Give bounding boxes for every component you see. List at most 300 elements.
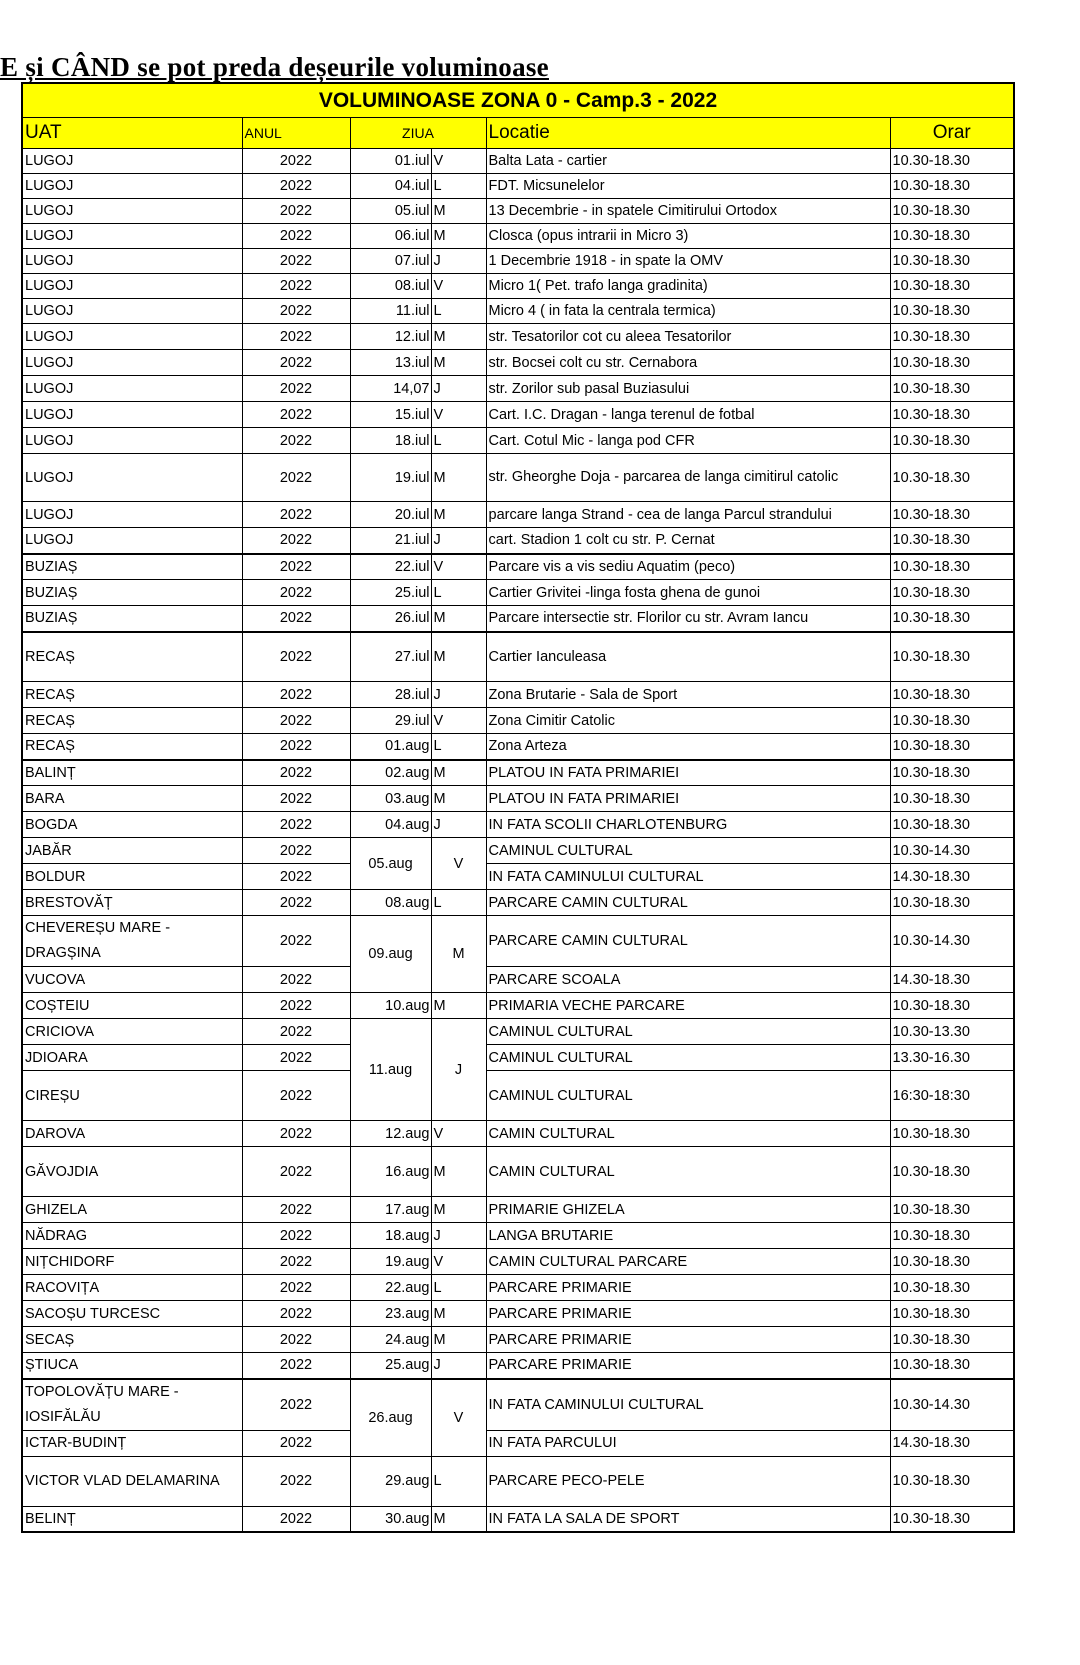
hours-cell: 10.30-18.30	[890, 1456, 1014, 1506]
weekday-cell: V	[431, 1121, 486, 1147]
table-row	[22, 1019, 1014, 1045]
weekday-cell: L	[431, 1275, 486, 1301]
hours-cell: 10.30-18.30	[890, 402, 1014, 428]
location-cell: PRIMARIA VECHE PARCARE	[486, 993, 890, 1019]
year-cell: 2022	[242, 890, 350, 916]
year-cell: 2022	[242, 1430, 350, 1456]
weekday-cell: V	[431, 149, 486, 174]
year-cell: 2022	[242, 1506, 350, 1532]
year-cell: 2022	[242, 1147, 350, 1197]
hours-cell: 14.30-18.30	[890, 864, 1014, 890]
date-cell: 11.iul	[350, 299, 431, 324]
location-cell: Micro 1( Pet. trafo langa gradinita)	[486, 274, 890, 299]
date-cell: 14,07	[350, 376, 431, 402]
date-cell: 18.aug	[350, 1223, 431, 1249]
year-cell: 2022	[242, 502, 350, 528]
uat-cell: BRESTOVĂȚ	[22, 890, 242, 916]
table-row	[22, 993, 1014, 1019]
date-cell: 01.aug	[350, 734, 431, 760]
table-row	[22, 149, 1014, 174]
year-cell: 2022	[242, 1197, 350, 1223]
weekday-cell: J	[431, 376, 486, 402]
uat-cell: RECAȘ	[22, 734, 242, 760]
date-cell: 06.iul	[350, 224, 431, 249]
hours-cell: 10.30-14.30	[890, 1379, 1014, 1431]
hours-cell: 10.30-18.30	[890, 1223, 1014, 1249]
hours-cell: 10.30-18.30	[890, 528, 1014, 554]
year-cell: 2022	[242, 838, 350, 864]
uat-cell: RACOVIȚA	[22, 1275, 242, 1301]
year-cell: 2022	[242, 967, 350, 993]
hours-cell: 10.30-18.30	[890, 606, 1014, 632]
table-row	[22, 1301, 1014, 1327]
location-cell: Micro 4 ( in fata la centrala termica)	[486, 299, 890, 324]
hours-cell: 10.30-18.30	[890, 1121, 1014, 1147]
date-cell: 23.aug	[350, 1301, 431, 1327]
weekday-cell: V	[431, 708, 486, 734]
hours-cell: 10.30-18.30	[890, 760, 1014, 786]
location-cell: IN FATA SCOLII CHARLOTENBURG	[486, 812, 890, 838]
location-cell: IN FATA CAMINULUI CULTURAL	[486, 864, 890, 890]
weekday-cell: M	[431, 786, 486, 812]
uat-cell: NIȚCHIDORF	[22, 1249, 242, 1275]
location-cell: Cartier Grivitei -linga fosta ghena de gunoi	[486, 580, 890, 606]
header-row	[22, 118, 1014, 149]
year-cell: 2022	[242, 528, 350, 554]
year-cell: 2022	[242, 274, 350, 299]
weekday-cell: J	[431, 1019, 486, 1121]
table-row	[22, 528, 1014, 554]
hours-cell: 10.30-18.30	[890, 249, 1014, 274]
hours-cell: 10.30-18.30	[890, 324, 1014, 350]
year-cell: 2022	[242, 376, 350, 402]
location-cell: Zona Arteza	[486, 734, 890, 760]
date-cell: 01.iul	[350, 149, 431, 174]
date-cell: 12.aug	[350, 1121, 431, 1147]
year-cell: 2022	[242, 812, 350, 838]
hours-cell: 10.30-18.30	[890, 734, 1014, 760]
location-cell: PARCARE PRIMARIE	[486, 1301, 890, 1327]
table-row	[22, 606, 1014, 632]
year-cell: 2022	[242, 786, 350, 812]
hours-cell: 10.30-18.30	[890, 199, 1014, 224]
uat-cell: LUGOJ	[22, 224, 242, 249]
table-row	[22, 1506, 1014, 1532]
weekday-cell: V	[431, 1379, 486, 1457]
weekday-cell: J	[431, 249, 486, 274]
uat-cell: RECAȘ	[22, 682, 242, 708]
table-row	[22, 454, 1014, 502]
date-cell: 20.iul	[350, 502, 431, 528]
weekday-cell: V	[431, 402, 486, 428]
date-cell: 18.iul	[350, 428, 431, 454]
year-cell: 2022	[242, 554, 350, 580]
date-cell: 12.iul	[350, 324, 431, 350]
uat-cell: CIREȘU	[22, 1071, 242, 1121]
weekday-cell: J	[431, 682, 486, 708]
weekday-cell: M	[431, 632, 486, 682]
date-cell: 05.aug	[350, 838, 431, 890]
year-cell: 2022	[242, 199, 350, 224]
uat-cell: COȘTEIU	[22, 993, 242, 1019]
date-cell: 13.iul	[350, 350, 431, 376]
year-cell: 2022	[242, 1071, 350, 1121]
location-cell: LANGA BRUTARIE	[486, 1223, 890, 1249]
weekday-cell: J	[431, 1223, 486, 1249]
date-cell: 22.aug	[350, 1275, 431, 1301]
weekday-cell: M	[431, 1197, 486, 1223]
weekday-cell: M	[431, 324, 486, 350]
year-cell: 2022	[242, 454, 350, 502]
uat-cell: SACOȘU TURCESC	[22, 1301, 242, 1327]
table-row	[22, 1147, 1014, 1197]
date-cell: 19.iul	[350, 454, 431, 502]
weekday-cell: V	[431, 554, 486, 580]
hours-cell: 10.30-18.30	[890, 1327, 1014, 1353]
hours-cell: 10.30-18.30	[890, 174, 1014, 199]
table-row	[22, 682, 1014, 708]
date-cell: 10.aug	[350, 993, 431, 1019]
hours-cell: 10.30-14.30	[890, 916, 1014, 967]
year-cell: 2022	[242, 1121, 350, 1147]
uat-cell: JABĂR	[22, 838, 242, 864]
year-cell: 2022	[242, 428, 350, 454]
uat-cell: LUGOJ	[22, 528, 242, 554]
year-cell: 2022	[242, 350, 350, 376]
table-row	[22, 1275, 1014, 1301]
year-cell: 2022	[242, 1379, 350, 1431]
hours-cell: 16:30-18:30	[890, 1071, 1014, 1121]
uat-cell: RECAȘ	[22, 708, 242, 734]
hours-cell: 10.30-18.30	[890, 708, 1014, 734]
weekday-cell: M	[431, 606, 486, 632]
weekday-cell: L	[431, 1456, 486, 1506]
date-cell: 21.iul	[350, 528, 431, 554]
year-cell: 2022	[242, 1301, 350, 1327]
location-cell: CAMINUL CULTURAL	[486, 1071, 890, 1121]
location-cell: Parcare intersectie str. Florilor cu str. Avram Iancu	[486, 606, 890, 632]
uat-cell: LUGOJ	[22, 402, 242, 428]
hours-cell: 10.30-18.30	[890, 454, 1014, 502]
weekday-cell: L	[431, 428, 486, 454]
table-row	[22, 324, 1014, 350]
year-cell: 2022	[242, 708, 350, 734]
year-cell: 2022	[242, 632, 350, 682]
date-cell: 27.iul	[350, 632, 431, 682]
uat-cell: LUGOJ	[22, 376, 242, 402]
table-row	[22, 224, 1014, 249]
hours-cell: 10.30-18.30	[890, 632, 1014, 682]
header-anul: ANUL	[242, 118, 350, 149]
table-row	[22, 376, 1014, 402]
weekday-cell: J	[431, 1353, 486, 1379]
date-cell: 25.aug	[350, 1353, 431, 1379]
weekday-cell: M	[431, 760, 486, 786]
location-cell: CAMINUL CULTURAL	[486, 838, 890, 864]
hours-cell: 10.30-18.30	[890, 1353, 1014, 1379]
uat-cell: CHEVEREȘU MARE - DRAGȘINA	[22, 916, 242, 967]
table-row	[22, 580, 1014, 606]
location-cell: cart. Stadion 1 colt cu str. P. Cernat	[486, 528, 890, 554]
table-row	[22, 174, 1014, 199]
location-cell: Closca (opus intrarii in Micro 3)	[486, 224, 890, 249]
weekday-cell: J	[431, 528, 486, 554]
date-cell: 29.aug	[350, 1456, 431, 1506]
hours-cell: 10.30-13.30	[890, 1019, 1014, 1045]
hours-cell: 10.30-18.30	[890, 786, 1014, 812]
location-cell: PARCARE PECO-PELE	[486, 1456, 890, 1506]
hours-cell: 10.30-18.30	[890, 812, 1014, 838]
hours-cell: 10.30-18.30	[890, 554, 1014, 580]
date-cell: 19.aug	[350, 1249, 431, 1275]
uat-cell: LUGOJ	[22, 350, 242, 376]
location-cell: str. Gheorghe Doja - parcarea de langa cimitirul catolic	[486, 454, 890, 502]
table-row	[22, 1121, 1014, 1147]
date-cell: 28.iul	[350, 682, 431, 708]
table-row	[22, 1197, 1014, 1223]
uat-cell: DAROVA	[22, 1121, 242, 1147]
table-row	[22, 274, 1014, 299]
location-cell: PARCARE PRIMARIE	[486, 1353, 890, 1379]
weekday-cell: L	[431, 174, 486, 199]
hours-cell: 10.30-18.30	[890, 224, 1014, 249]
table-row	[22, 734, 1014, 760]
location-cell: Zona Brutarie - Sala de Sport	[486, 682, 890, 708]
uat-cell: CRICIOVA	[22, 1019, 242, 1045]
location-cell: PLATOU IN FATA PRIMARIEI	[486, 786, 890, 812]
uat-cell: ICTAR-BUDINȚ	[22, 1430, 242, 1456]
hours-cell: 10.30-18.30	[890, 350, 1014, 376]
header-locatie: Locatie	[486, 118, 890, 149]
location-cell: str. Zorilor sub pasal Buziasului	[486, 376, 890, 402]
table-row	[22, 1327, 1014, 1353]
location-cell: Cartier Ianculeasa	[486, 632, 890, 682]
date-cell: 08.aug	[350, 890, 431, 916]
hours-cell: 10.30-18.30	[890, 682, 1014, 708]
weekday-cell: M	[431, 1147, 486, 1197]
uat-cell: GHIZELA	[22, 1197, 242, 1223]
hours-cell: 10.30-18.30	[890, 1147, 1014, 1197]
hours-cell: 10.30-18.30	[890, 580, 1014, 606]
location-cell: CAMIN CULTURAL PARCARE	[486, 1249, 890, 1275]
date-cell: 29.iul	[350, 708, 431, 734]
table-row	[22, 1045, 1014, 1071]
date-cell: 11.aug	[350, 1019, 431, 1121]
location-cell: 1 Decembrie 1918 - in spate la OMV	[486, 249, 890, 274]
table-title-row	[22, 83, 1014, 118]
table-row	[22, 838, 1014, 864]
location-cell: FDT. Micsunelelor	[486, 174, 890, 199]
hours-cell: 10.30-18.30	[890, 1506, 1014, 1532]
date-cell: 16.aug	[350, 1147, 431, 1197]
weekday-cell: J	[431, 812, 486, 838]
hours-cell: 10.30-18.30	[890, 428, 1014, 454]
uat-cell: BUZIAȘ	[22, 554, 242, 580]
location-cell: PARCARE SCOALA	[486, 967, 890, 993]
uat-cell: BUZIAȘ	[22, 580, 242, 606]
uat-cell: BOGDA	[22, 812, 242, 838]
weekday-cell: M	[431, 224, 486, 249]
hours-cell: 14.30-18.30	[890, 967, 1014, 993]
location-cell: Parcare vis a vis sediu Aquatim (peco)	[486, 554, 890, 580]
weekday-cell: M	[431, 454, 486, 502]
table-row	[22, 1456, 1014, 1506]
table-row	[22, 864, 1014, 890]
uat-cell: RECAȘ	[22, 632, 242, 682]
header-orar: Orar	[890, 118, 1014, 149]
uat-cell: LUGOJ	[22, 428, 242, 454]
date-cell: 25.iul	[350, 580, 431, 606]
location-cell: PARCARE PRIMARIE	[486, 1275, 890, 1301]
uat-cell: JDIOARA	[22, 1045, 242, 1071]
weekday-cell: V	[431, 274, 486, 299]
year-cell: 2022	[242, 682, 350, 708]
uat-cell: BELINȚ	[22, 1506, 242, 1532]
location-cell: Balta Lata - cartier	[486, 149, 890, 174]
year-cell: 2022	[242, 1223, 350, 1249]
year-cell: 2022	[242, 1275, 350, 1301]
hours-cell: 10.30-18.30	[890, 1249, 1014, 1275]
year-cell: 2022	[242, 734, 350, 760]
table-row	[22, 1379, 1014, 1431]
year-cell: 2022	[242, 299, 350, 324]
table-row	[22, 350, 1014, 376]
location-cell: Cart. Cotul Mic - langa pod CFR	[486, 428, 890, 454]
date-cell: 24.aug	[350, 1327, 431, 1353]
date-cell: 08.iul	[350, 274, 431, 299]
date-cell: 04.iul	[350, 174, 431, 199]
hours-cell: 13.30-16.30	[890, 1045, 1014, 1071]
uat-cell: ȘTIUCA	[22, 1353, 242, 1379]
weekday-cell: M	[431, 502, 486, 528]
table-row	[22, 199, 1014, 224]
weekday-cell: L	[431, 580, 486, 606]
uat-cell: LUGOJ	[22, 149, 242, 174]
location-cell: PARCARE CAMIN CULTURAL	[486, 890, 890, 916]
date-cell: 26.iul	[350, 606, 431, 632]
table-row	[22, 890, 1014, 916]
year-cell: 2022	[242, 1019, 350, 1045]
weekday-cell: M	[431, 1506, 486, 1532]
hours-cell: 10.30-18.30	[890, 1301, 1014, 1327]
hours-cell: 10.30-18.30	[890, 274, 1014, 299]
uat-cell: NĂDRAG	[22, 1223, 242, 1249]
hours-cell: 10.30-18.30	[890, 299, 1014, 324]
hours-cell: 10.30-18.30	[890, 1275, 1014, 1301]
table-row	[22, 708, 1014, 734]
date-cell: 15.iul	[350, 402, 431, 428]
weekday-cell: M	[431, 993, 486, 1019]
date-cell: 17.aug	[350, 1197, 431, 1223]
uat-cell: LUGOJ	[22, 454, 242, 502]
header-ziua: ZIUA	[350, 118, 486, 149]
uat-cell: VICTOR VLAD DELAMARINA	[22, 1456, 242, 1506]
table-row	[22, 786, 1014, 812]
date-cell: 07.iul	[350, 249, 431, 274]
hours-cell: 10.30-18.30	[890, 149, 1014, 174]
hours-cell: 10.30-18.30	[890, 376, 1014, 402]
table-row	[22, 554, 1014, 580]
table-row	[22, 760, 1014, 786]
weekday-cell: M	[431, 199, 486, 224]
location-cell: CAMINUL CULTURAL	[486, 1045, 890, 1071]
page-heading: E și CÂND se pot preda deșeurile voluminoase	[0, 52, 549, 82]
weekday-cell: L	[431, 890, 486, 916]
table-row	[22, 632, 1014, 682]
location-cell: str. Tesatorilor cot cu aleea Tesatorilor	[486, 324, 890, 350]
location-cell: IN FATA LA SALA DE SPORT	[486, 1506, 890, 1532]
table-row	[22, 1071, 1014, 1121]
location-cell: IN FATA PARCULUI	[486, 1430, 890, 1456]
location-cell: PLATOU IN FATA PRIMARIEI	[486, 760, 890, 786]
year-cell: 2022	[242, 174, 350, 199]
year-cell: 2022	[242, 224, 350, 249]
year-cell: 2022	[242, 402, 350, 428]
hours-cell: 10.30-18.30	[890, 993, 1014, 1019]
weekday-cell: L	[431, 734, 486, 760]
date-cell: 26.aug	[350, 1379, 431, 1457]
hours-cell: 10.30-18.30	[890, 502, 1014, 528]
year-cell: 2022	[242, 249, 350, 274]
location-cell: str. Bocsei colt cu str. Cernabora	[486, 350, 890, 376]
hours-cell: 10.30-18.30	[890, 1197, 1014, 1223]
table-row	[22, 1430, 1014, 1456]
location-cell: PARCARE CAMIN CULTURAL	[486, 916, 890, 967]
weekday-cell: L	[431, 299, 486, 324]
table-row	[22, 1353, 1014, 1379]
date-cell: 09.aug	[350, 916, 431, 993]
year-cell: 2022	[242, 1249, 350, 1275]
uat-cell: LUGOJ	[22, 274, 242, 299]
weekday-cell: M	[431, 916, 486, 993]
schedule-table	[21, 82, 1015, 1533]
hours-cell: 10.30-18.30	[890, 890, 1014, 916]
uat-cell: BOLDUR	[22, 864, 242, 890]
uat-cell: LUGOJ	[22, 502, 242, 528]
year-cell: 2022	[242, 149, 350, 174]
location-cell: CAMINUL CULTURAL	[486, 1019, 890, 1045]
location-cell: PRIMARIE GHIZELA	[486, 1197, 890, 1223]
year-cell: 2022	[242, 916, 350, 967]
date-cell: 02.aug	[350, 760, 431, 786]
location-cell: CAMIN CULTURAL	[486, 1147, 890, 1197]
uat-cell: LUGOJ	[22, 324, 242, 350]
uat-cell: GĂVOJDIA	[22, 1147, 242, 1197]
year-cell: 2022	[242, 324, 350, 350]
year-cell: 2022	[242, 1353, 350, 1379]
uat-cell: BUZIAȘ	[22, 606, 242, 632]
uat-cell: SECAȘ	[22, 1327, 242, 1353]
uat-cell: LUGOJ	[22, 174, 242, 199]
uat-cell: BARA	[22, 786, 242, 812]
year-cell: 2022	[242, 760, 350, 786]
table-row	[22, 916, 1014, 967]
year-cell: 2022	[242, 864, 350, 890]
weekday-cell: M	[431, 1301, 486, 1327]
table-row	[22, 1223, 1014, 1249]
weekday-cell: V	[431, 838, 486, 890]
location-cell: IN FATA CAMINULUI CULTURAL	[486, 1379, 890, 1431]
table-row	[22, 1249, 1014, 1275]
location-cell: Cart. I.C. Dragan - langa terenul de fotbal	[486, 402, 890, 428]
date-cell: 05.iul	[350, 199, 431, 224]
year-cell: 2022	[242, 993, 350, 1019]
location-cell: PARCARE PRIMARIE	[486, 1327, 890, 1353]
uat-cell: TOPOLOVĂȚU MARE - IOSIFĂLĂU	[22, 1379, 242, 1431]
uat-cell: BALINȚ	[22, 760, 242, 786]
date-cell: 03.aug	[350, 786, 431, 812]
uat-cell: LUGOJ	[22, 199, 242, 224]
